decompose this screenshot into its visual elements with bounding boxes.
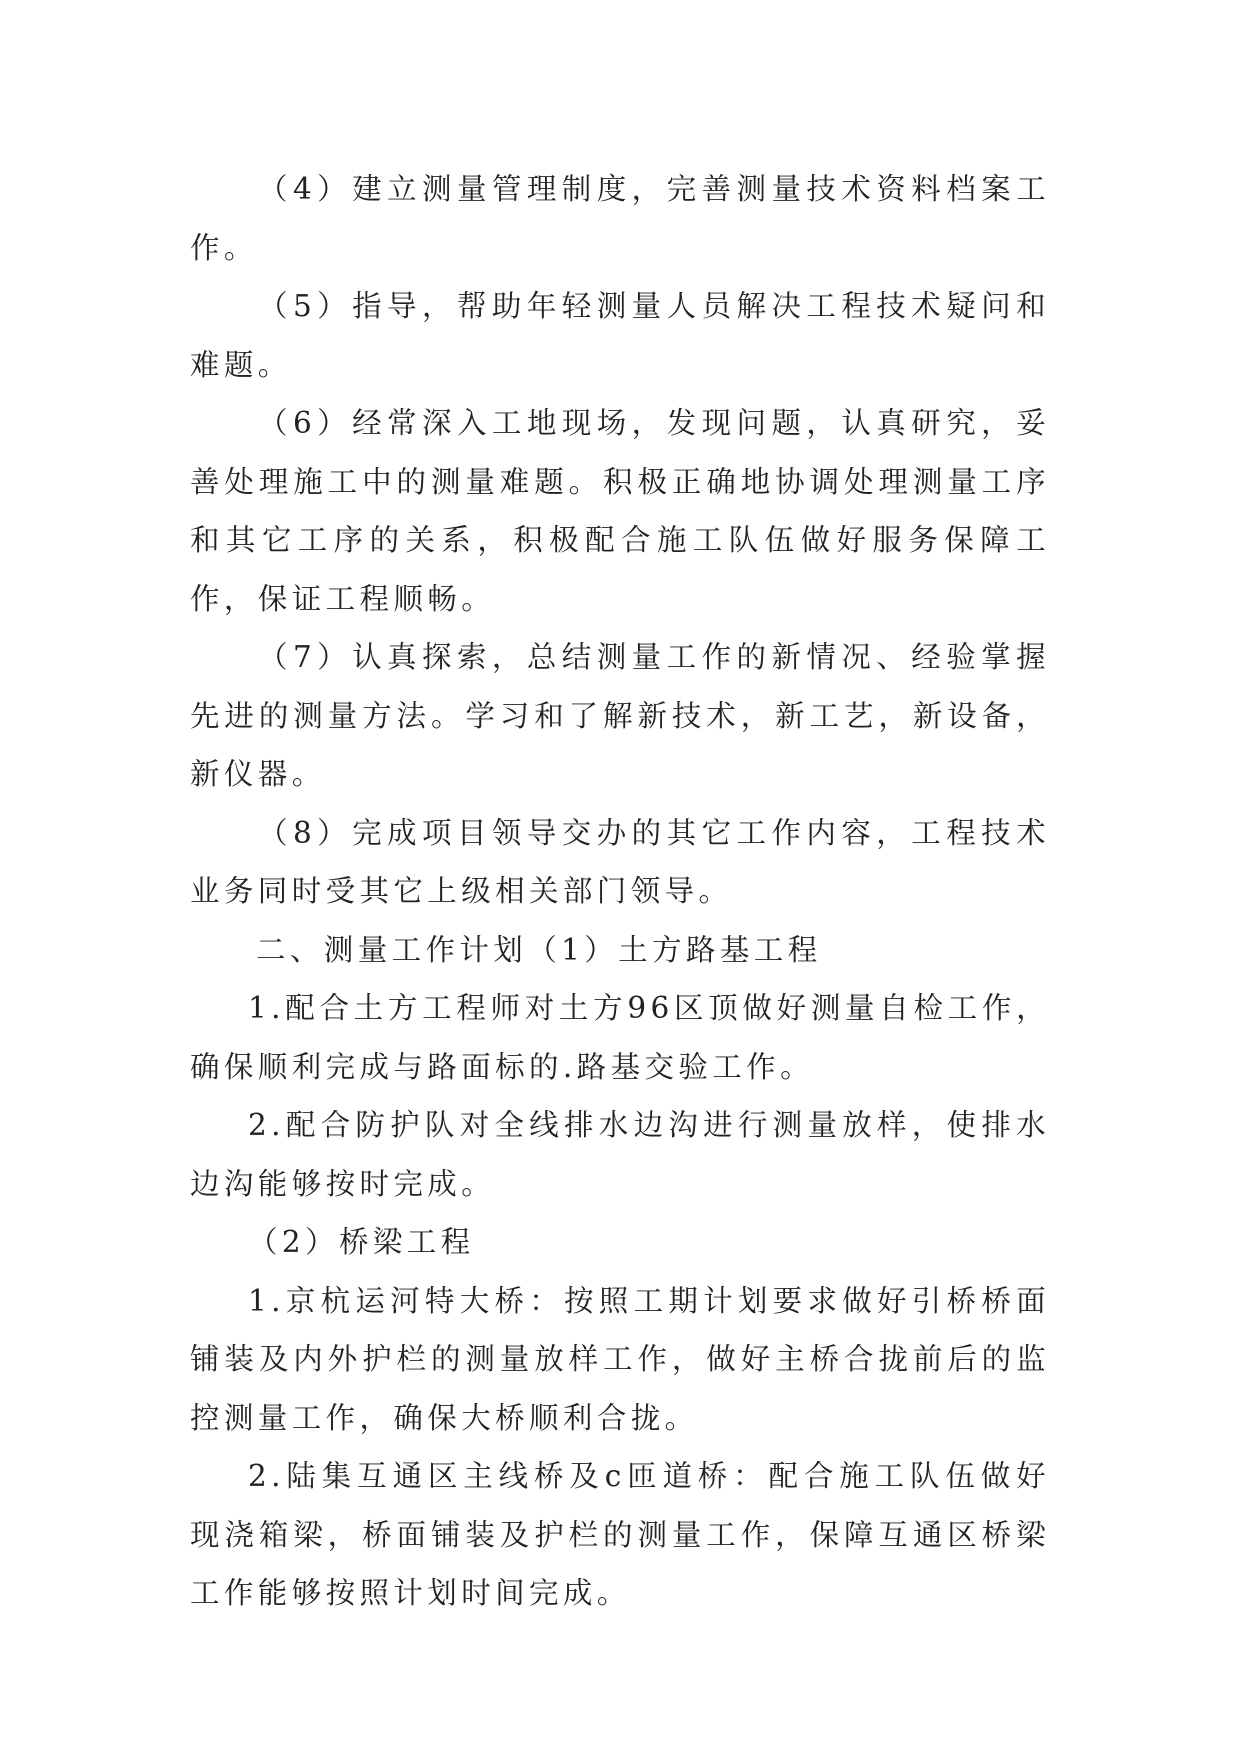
paragraph-earthwork-1: 1.配合土方工程师对土方96区顶做好测量自检工作，确保顺利完成与路面标的.路基交验工作。 bbox=[190, 991, 1050, 1084]
paragraph-item-6: （6）经常深入工地现场，发现问题，认真研究，妥善处理施工中的测量难题。积极正确地协调处理测量工序和其它工序的关系，积极配合施工队伍做好服务保障工作，保证工程顺畅。 bbox=[190, 406, 1050, 616]
paragraph-bridge-1: 1.京杭运河特大桥：按照工期计划要求做好引桥桥面铺装及内外护栏的测量放样工作，做好主桥合拢前后的监控测量工作，确保大桥顺利合拢。 bbox=[190, 1283, 1050, 1435]
section-heading: 二、测量工作计划（1）土方路基工程 bbox=[256, 932, 822, 967]
paragraph-earthwork-2: 2.配合防护队对全线排水边沟进行测量放样，使排水边沟能够按时完成。 bbox=[190, 1108, 1050, 1201]
paragraph-item-5: （5）指导，帮助年轻测量人员解决工程技术疑问和难题。 bbox=[190, 289, 1050, 382]
document-body bbox=[190, 160, 1050, 1623]
paragraph-item-8: （8）完成项目领导交办的其它工作内容，工程技术业务同时受其它上级相关部门领导。 bbox=[190, 815, 1050, 908]
paragraph-item-7: （7）认真探索，总结测量工作的新情况、经验掌握先进的测量方法。学习和了解新技术，新工艺，新设备，新仪器。 bbox=[190, 640, 1050, 791]
subheading-bridge: （2）桥梁工程 bbox=[248, 1225, 475, 1259]
paragraph-bridge-2: 2.陆集互通区主线桥及c匝道桥：配合施工队伍做好现浇箱梁，桥面铺装及护栏的测量工作，保障互通区桥梁工作能够按照计划时间完成。 bbox=[190, 1459, 1050, 1610]
paragraph-item-4: （4）建立测量管理制度，完善测量技术资料档案工作。 bbox=[190, 172, 1050, 265]
